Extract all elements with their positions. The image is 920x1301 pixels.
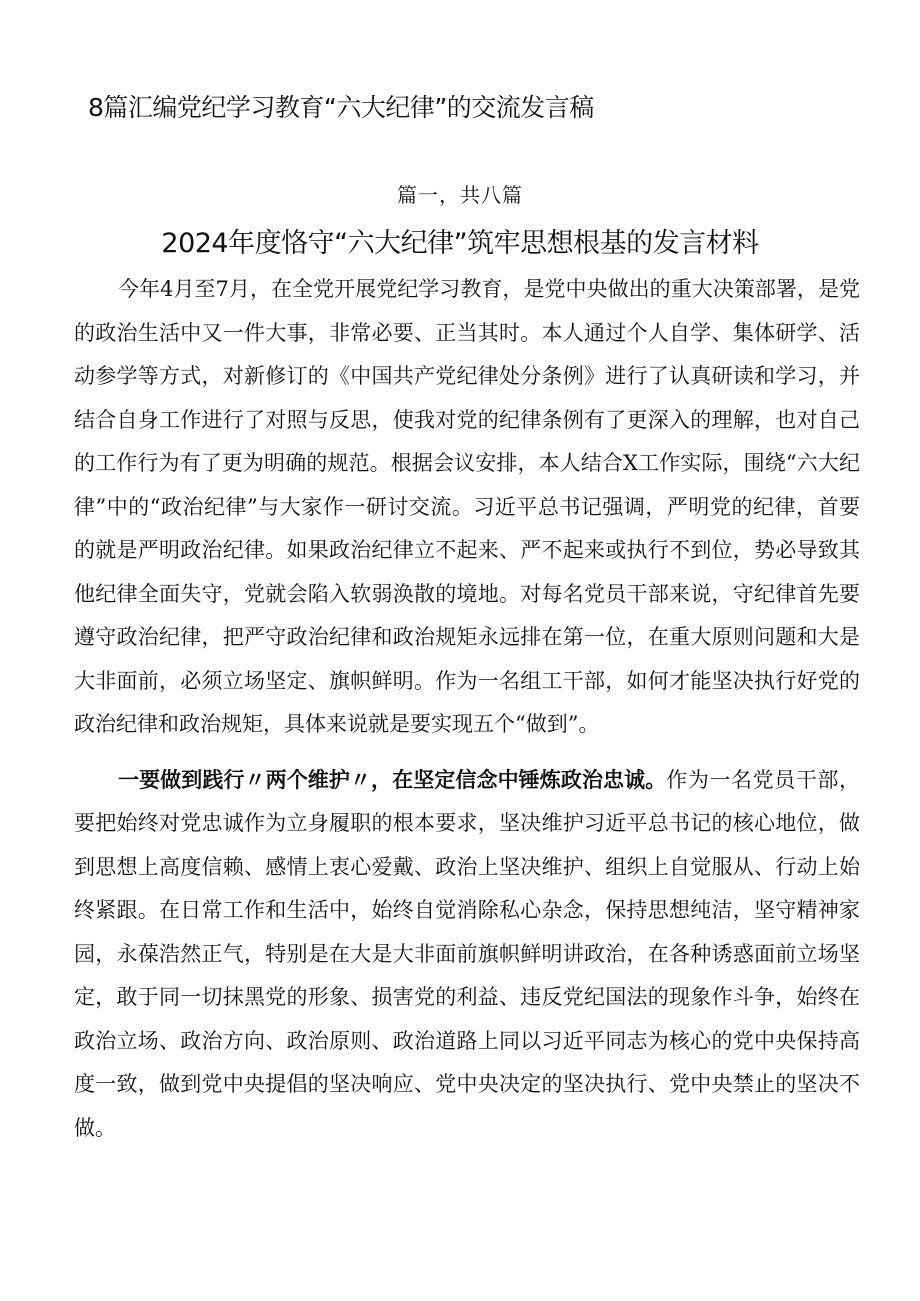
section-label: 篇一，共八篇 — [397, 183, 523, 207]
paragraph-text: 作为一名党员干部，要把始终对党忠诚作为立身履职的根本要求，坚决维护习近平总书记的核心地位，做到思想上高度信赖、感情上衷心爱戴、政治上坚决维护、组织上自觉服从、行动上始终紧跟。在日常工作和生活中，始终自觉消除私心杂念，保持思想纯洁，坚守精神家园，永葆浩然正气，特别是在大是大非面前旗帜鲜明讲政治，在各种诱惑面前立场坚定，敢于同一切抹黑党的形象、损害党的利益、违反党纪国法的现象作斗争，始终在政治立场、政治方向、政治原则、政治道路上同以习近平同志为核心的党中央保持高度一致，做到党中央提倡的坚决响应、党中央决定的坚决执行、党中央禁止的坚决不做。 — [74, 767, 861, 1140]
paragraph-text: 今年4月至7月，在全党开展党纪学习教育，是党中央做出的重大决策部署，是党的政治生活中又一件大事，非常必要、正当其时。本人通过个人自学、集体研学、活动参学等方式，对新修订的《中国共产党纪律处分条例》进行了认真研读和学习，并结合自身工作进行了对照与反思，使我对党的纪律条例有了更深入的理解，也对自己的工作行为有了更为明确的规范。根据会议安排，本人结合X工作实际，围绕“六大纪律”中的“政治纪律”与大家作一研讨交流。习近平总书记强调，严明党的纪律，首要的就是严明政治纪律。如果政治纪律立不起来、严不起来或执行不到位，势必导致其他纪律全面失守，党就会陷入软弱涣散的境地。对每名党员干部来说，守纪律首先要遵守政治纪律，把严守政治纪律和政治规矩永远排在第一位，在重大原则问题和大是大非面前，必须立场坚定、旗帜鲜明。作为一名组工干部，如何才能坚决执行好党的政治纪律和政治规矩，具体来说就是要实现五个“做到”。 — [74, 277, 860, 736]
paragraph-lead: 一要做到践行〃两个维护〃，在坚定信念中锤炼政治忠诚。 — [118, 767, 667, 792]
paragraph-point-one — [74, 759, 860, 1151]
document-title: 8篇汇编党纪学习教育“六大纪律”的交流发言稿 — [88, 93, 594, 122]
section-title: 2024年度恪守“六大纪律”筑牢思想根基的发言材料 — [161, 228, 759, 259]
document-body — [74, 268, 860, 1150]
paragraph-intro — [74, 268, 860, 747]
